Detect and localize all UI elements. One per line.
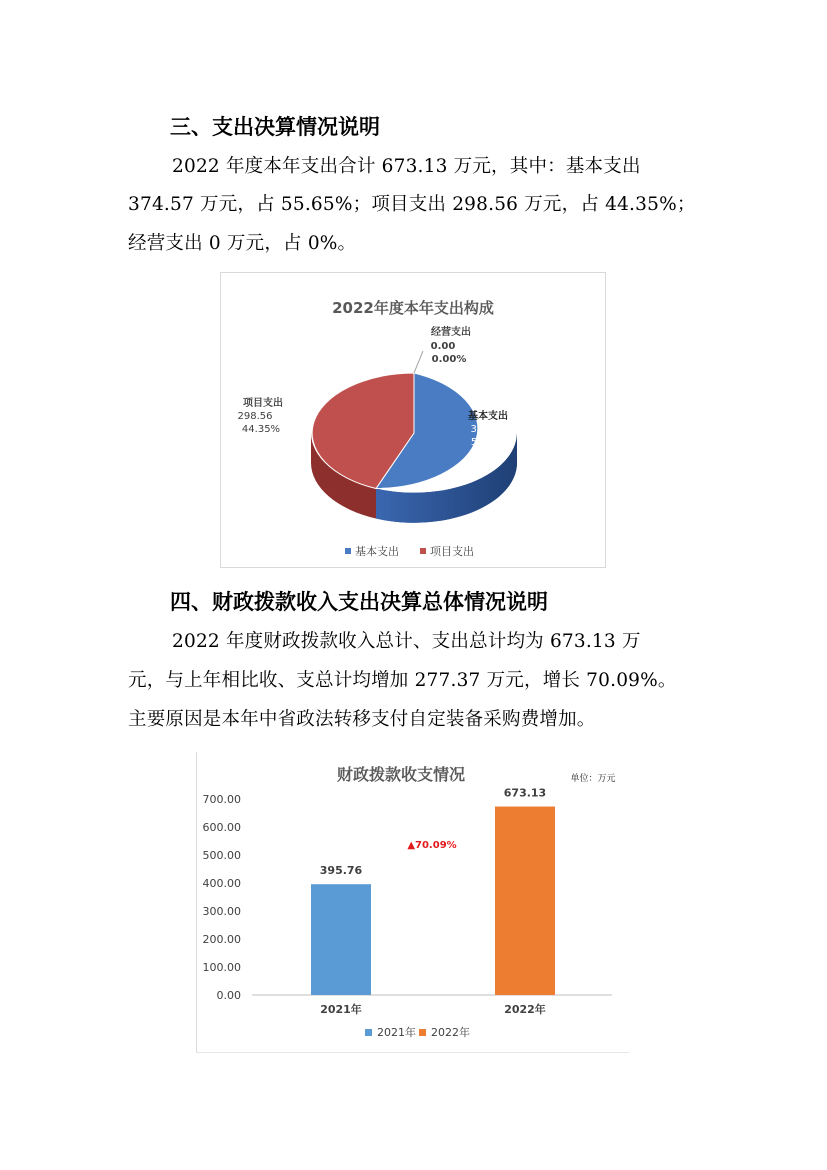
x-category-label: 2021年 [320, 1003, 362, 1016]
legend-swatch-2022 [419, 1029, 426, 1036]
legend-label-项目支出: 项目支出 [430, 545, 474, 558]
pie-label-基本支出-name: 基本支出 [468, 411, 508, 422]
bar-value-label: 673.13 [503, 786, 547, 800]
legend-label-2022: 2022年 [431, 1026, 470, 1039]
legend-swatch-2021 [365, 1029, 372, 1036]
section3-line-2: 374.57 万元，占 55.65%；项目支出 298.56 万元，占 44.35%； [128, 194, 696, 215]
bar-chart-title: 财政拨款收支情况 [336, 765, 466, 784]
y-tick-label: 0.00 [216, 989, 241, 1002]
bar-chart [197, 752, 629, 1052]
bar-chart-unit: 单位：万元 [570, 774, 616, 784]
bar-chart-panel [196, 752, 629, 1053]
section3-heading: 三、支出决算情况说明 [170, 115, 380, 139]
leader-line-经营支出 [414, 351, 423, 373]
y-tick-label: 100.00 [202, 961, 241, 974]
pie-label-项目支出-percent: 44.35% [241, 424, 281, 435]
y-tick-label: 200.00 [202, 933, 241, 946]
bar-2021年 [311, 884, 371, 995]
section4-line-3: 主要原因是本年中省政法转移支付自定装备采购费增加。 [128, 709, 596, 730]
legend-swatch-项目支出 [420, 548, 426, 554]
section3-line-1: 2022 年度本年支出合计 673.13 万元，其中：基本支出 [172, 156, 641, 177]
section4-line-1: 2022 年度财政拨款收入总计、支出总计均为 673.13 万 [172, 631, 641, 652]
bar-value-label: 395.76 [319, 864, 363, 878]
pie-label-基本支出-value: 374.57 [470, 424, 506, 435]
pie-chart [221, 273, 605, 567]
pie-chart-title: 2022年度本年支出构成 [332, 299, 494, 317]
pie-label-基本支出-percent: 55.65% [470, 437, 510, 448]
pie-label-经营支出-percent: 0.00% [431, 354, 467, 365]
pie-label-经营支出-value: 0.00 [430, 341, 456, 352]
legend-label-2021: 2021年 [377, 1026, 416, 1039]
section3-line-3: 经营支出 0 万元，占 0%。 [128, 233, 357, 254]
y-tick-label: 600.00 [202, 821, 241, 834]
pie-label-经营支出-name: 经营支出 [431, 327, 471, 338]
y-tick-label: 500.00 [202, 849, 241, 862]
legend-label-基本支出: 基本支出 [355, 545, 399, 558]
pie-chart-panel [220, 272, 606, 568]
pie-label-项目支出-value: 298.56 [237, 411, 273, 422]
y-tick-label: 300.00 [202, 905, 241, 918]
y-tick-label: 700.00 [202, 793, 241, 806]
section4-heading: 四、财政拨款收入支出决算总体情况说明 [170, 590, 548, 614]
x-category-label: 2022年 [504, 1003, 546, 1016]
bar-2022年 [495, 807, 555, 995]
section4-line-2: 元，与上年相比收、支总计均增加 277.37 万元，增长 70.09%。 [128, 670, 677, 691]
y-tick-label: 400.00 [202, 877, 241, 890]
pie-label-项目支出-name: 项目支出 [243, 398, 283, 409]
growth-annotation: ▲70.09% [407, 840, 457, 851]
legend-swatch-基本支出 [345, 548, 351, 554]
